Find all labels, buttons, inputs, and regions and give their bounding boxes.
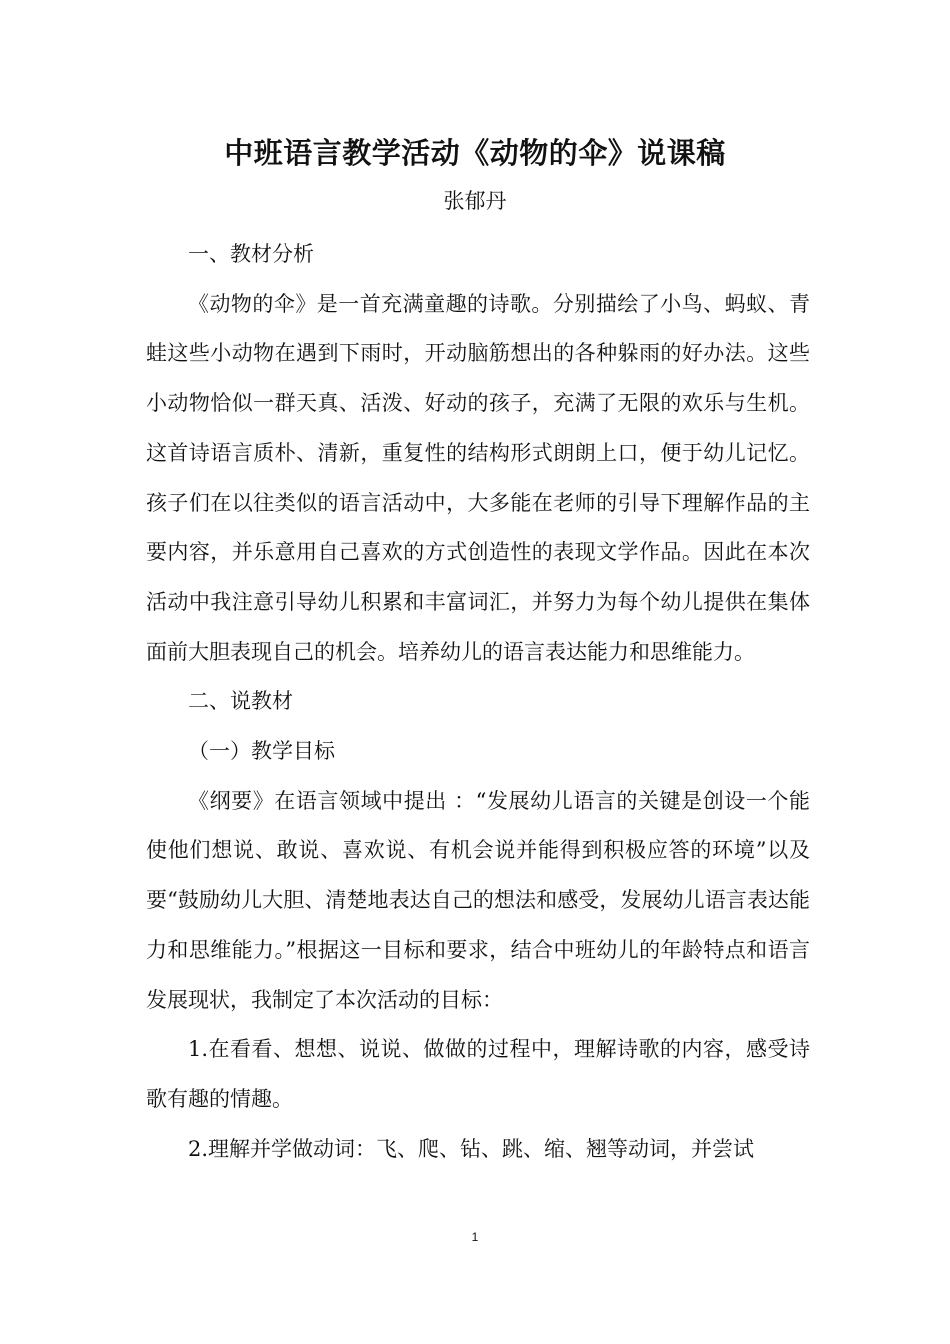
subsection-heading-goals: （一）教学目标 (188, 739, 335, 764)
document-title: 中班语言教学活动《动物的伞》说课稿 (224, 136, 726, 170)
document-author: 张郁丹 (443, 189, 507, 213)
paragraph-goals: 《纲要》在语言领域中提出 ：“发展幼儿语言的关键是创设一个能使他们想说、敢说、喜欢说、有机会说并能得到积极应答的环境”以及要“鼓励幼儿大胆、清楚地表达自己的想法和感受，发展幼儿语言表达能力和思维能力。”根据这一目标和要求，结合中班幼儿的年龄特点和语言发展现状，我制定了本次活动的目标： (146, 788, 810, 1012)
document-body (146, 230, 810, 1174)
section-heading-material: 二、说教材 (188, 689, 293, 714)
section-heading-analysis: 一、教材分析 (188, 242, 314, 266)
goal-item-1: 1.在看看、想想、说说、做做的过程中，理解诗歌的内容，感受诗歌有趣的情趣。 (146, 1037, 810, 1111)
goal-item-2: 2.理解并学做动词：飞、爬、钻、跳、缩、翘等动词，并尝试 (188, 1136, 755, 1161)
page-number: 1 (471, 1230, 479, 1244)
paragraph-analysis: 《动物的伞》是一首充满童趣的诗歌。分别描绘了小鸟、蚂蚁、青蛙这些小动物在遇到下雨时，开动脑筋想出的各种躲雨的好办法。这些小动物恰似一群天真、活泼、好动的孩子，充满了无限的欢乐与生机。这首诗语言质朴、清新，重复性的结构形式朗朗上口，便于幼儿记忆。 孩子们在以往类似的语言活动中，大多能在老师的引导下理解作品的主要内容，并乐意用自己喜欢的方式创造性的表现文学作品。因此在本次活动中我注意引导幼儿积累和丰富词汇，并努力为每个幼儿提供在集体面前大胆表现自己的机会。培养幼儿的语言表达能力和思维能力。 (146, 291, 810, 664)
